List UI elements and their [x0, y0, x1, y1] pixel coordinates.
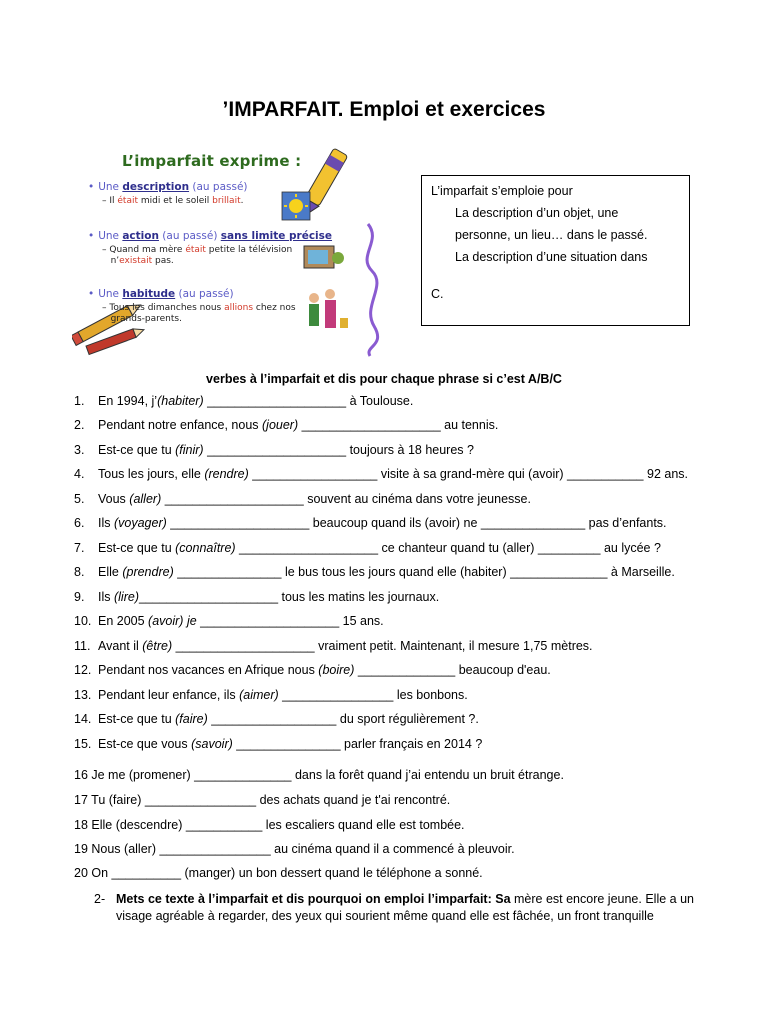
- exercise-text: Tous les jours, elle: [98, 467, 205, 481]
- usage-box: [421, 175, 690, 326]
- exercise-6: [74, 516, 667, 530]
- verb-hint: (habiter): [157, 394, 204, 408]
- illustration-heading: L’imparfait exprime :: [122, 152, 302, 170]
- exercise-3: [74, 443, 474, 457]
- example-action: – Quand ma mère était petite la télévision n’existait pas.: [102, 245, 293, 266]
- verb-hint: (faire): [175, 712, 208, 726]
- exercise-2: [74, 418, 498, 432]
- exercise-number: 6.: [74, 516, 85, 530]
- exercise-number: 8.: [74, 565, 85, 579]
- exercise-text: ____________________ souvent au cinéma dans votre jeunesse.: [161, 492, 531, 506]
- exercise-13: [74, 688, 468, 702]
- exercise-number: 3.: [74, 443, 85, 457]
- exercise-text: Pendant leur enfance, ils: [98, 688, 240, 702]
- exercise-9: [74, 590, 439, 604]
- exercise-text: En 1994, j’: [98, 394, 158, 408]
- exercise-18: 18 Elle (descendre) ___________ les escaliers quand elle est tombée.: [74, 818, 465, 832]
- exercise-10: [74, 614, 384, 628]
- example-habitude: – Tous les dimanches nous allions chez nos grands-parents.: [102, 303, 296, 324]
- exercise-text: ____________________ toujours à 18 heures ?: [203, 443, 474, 457]
- box-line-2: La description d’un objet, une: [455, 206, 619, 220]
- section-2-text: mère est encore jeune. Elle a un visage agréable à regarder, des yeux qui sourient même quand elle est fâchée, un front tranquille: [116, 892, 694, 923]
- exercise-text: Est-ce que tu: [98, 712, 176, 726]
- exercise-14: [74, 712, 479, 726]
- box-line-1: L’imparfait s’emploie pour: [431, 184, 573, 198]
- example-description: – Il était midi et le soleil brillait.: [102, 196, 244, 206]
- exercise-12: [74, 663, 551, 677]
- bullet-habitude: • Une habitude (au passé): [88, 288, 234, 300]
- exercise-number: 5.: [74, 492, 85, 506]
- exercise-number: 10.: [74, 614, 92, 628]
- exercise-11: [74, 639, 593, 653]
- exercise-8: [74, 565, 675, 579]
- section-2-number: 2-: [94, 892, 106, 906]
- exercise-text: __________________ du sport régulièrement ?.: [207, 712, 479, 726]
- exercise-text: ______________ beaucoup d'eau.: [354, 663, 551, 677]
- section-2-instruction: Mets ce texte à l’imparfait et dis pourquoi on emploi l’imparfait: Sa: [116, 892, 511, 906]
- verb-hint: (aimer): [239, 688, 279, 702]
- exercise-text: Ils: [98, 516, 114, 530]
- exercise-text: Elle: [98, 565, 123, 579]
- exercise-17: 17 Tu (faire) ________________ des achats quand je t'ai rencontré.: [74, 793, 451, 807]
- exercise-number: 12.: [74, 663, 92, 677]
- verb-hint: (être): [142, 639, 173, 653]
- exercise-text: ________________ les bonbons.: [278, 688, 468, 702]
- exercise-16: 16 Je me (promener) ______________ dans la forêt quand j’ai entendu un bruit étrange.: [74, 768, 564, 782]
- exercise-text: ____________________ vraiment petit. Maintenant, il mesure 1,75 mètres.: [172, 639, 593, 653]
- exercise-7: [74, 541, 661, 555]
- exercise-number: 15.: [74, 737, 92, 751]
- exercise-text: Ils: [98, 590, 114, 604]
- exercise-text: ____________________ tous les matins les journaux.: [138, 590, 440, 604]
- exercise-text: Est-ce que tu: [98, 541, 176, 555]
- exercise-4: [74, 467, 688, 481]
- exercise-text: ____________________ 15 ans.: [196, 614, 384, 628]
- exercise-text: ____________________ beaucoup quand ils (avoir) ne _______________ pas d’enfants.: [166, 516, 667, 530]
- exercise-number: 7.: [74, 541, 85, 555]
- bullet-description: • Une description (au passé): [88, 181, 248, 193]
- box-line-5: C.: [431, 287, 444, 301]
- exercise-19: 19 Nous (aller) ________________ au cinéma quand il a commencé à pleuvoir.: [74, 842, 515, 856]
- exercise-text: ____________________ ce chanteur quand tu (aller) _________ au lycée ?: [235, 541, 661, 555]
- exercise-number: 9.: [74, 590, 85, 604]
- page-title: ’IMPARFAIT. Emploi et exercices: [222, 98, 546, 121]
- exercise-text: En 2005: [98, 614, 149, 628]
- exercise-number: 2.: [74, 418, 85, 432]
- verb-hint: (rendre): [204, 467, 249, 481]
- exercise-text: ____________________ à Toulouse.: [203, 394, 414, 408]
- verb-hint: (voyager): [113, 516, 167, 530]
- exercise-number: 13.: [74, 688, 92, 702]
- exercise-number: 11.: [74, 639, 91, 653]
- exercise-text: Vous: [98, 492, 130, 506]
- box-line-3: personne, un lieu… dans le passé.: [455, 228, 648, 242]
- verb-hint: (connaître): [175, 541, 236, 555]
- exercise-1: [74, 394, 413, 408]
- exercise-15: [74, 737, 482, 751]
- verb-hint: (lire): [113, 590, 139, 604]
- exercise-text: Est-ce que tu: [98, 443, 176, 457]
- exercise-text: __________________ visite à sa grand-mère qui (avoir) ___________ 92 ans.: [248, 467, 688, 481]
- exercise-number: 4.: [74, 467, 85, 481]
- verb-hint: (savoir): [191, 737, 233, 751]
- verb-hint: (aller): [129, 492, 162, 506]
- verb-hint: (finir): [175, 443, 204, 457]
- exercise-text: Est-ce que vous: [98, 737, 192, 751]
- exercise-20: 20 On __________ (manger) un bon dessert quand le téléphone a sonné.: [74, 866, 483, 880]
- exercise-text: Pendant notre enfance, nous: [98, 418, 263, 432]
- box-line-4: La description d’une situation dans: [455, 250, 648, 264]
- verb-hint: (boire): [318, 663, 355, 677]
- verb-hint: (prendre): [122, 565, 174, 579]
- instructions: verbes à l’imparfait et dis pour chaque phrase si c’est A/B/C: [206, 372, 562, 386]
- exercise-5: [74, 492, 531, 506]
- exercise-text: _______________ le bus tous les jours quand elle (habiter) ______________ à Marseille.: [173, 565, 675, 579]
- bullet-action: • Une action (au passé) sans limite précise: [88, 230, 333, 242]
- exercise-text: _______________ parler français en 2014 ?: [232, 737, 483, 751]
- imparfait-illustration: [72, 146, 382, 358]
- exercise-text: Avant il: [98, 639, 143, 653]
- section-2: [94, 891, 704, 925]
- exercise-number: 1.: [74, 394, 85, 408]
- exercise-number: 14.: [74, 712, 92, 726]
- exercise-text: ____________________ au tennis.: [298, 418, 499, 432]
- exercise-text: Pendant nos vacances en Afrique nous: [98, 663, 319, 677]
- verb-hint: (jouer): [262, 418, 299, 432]
- verb-hint: (avoir) je: [148, 614, 197, 628]
